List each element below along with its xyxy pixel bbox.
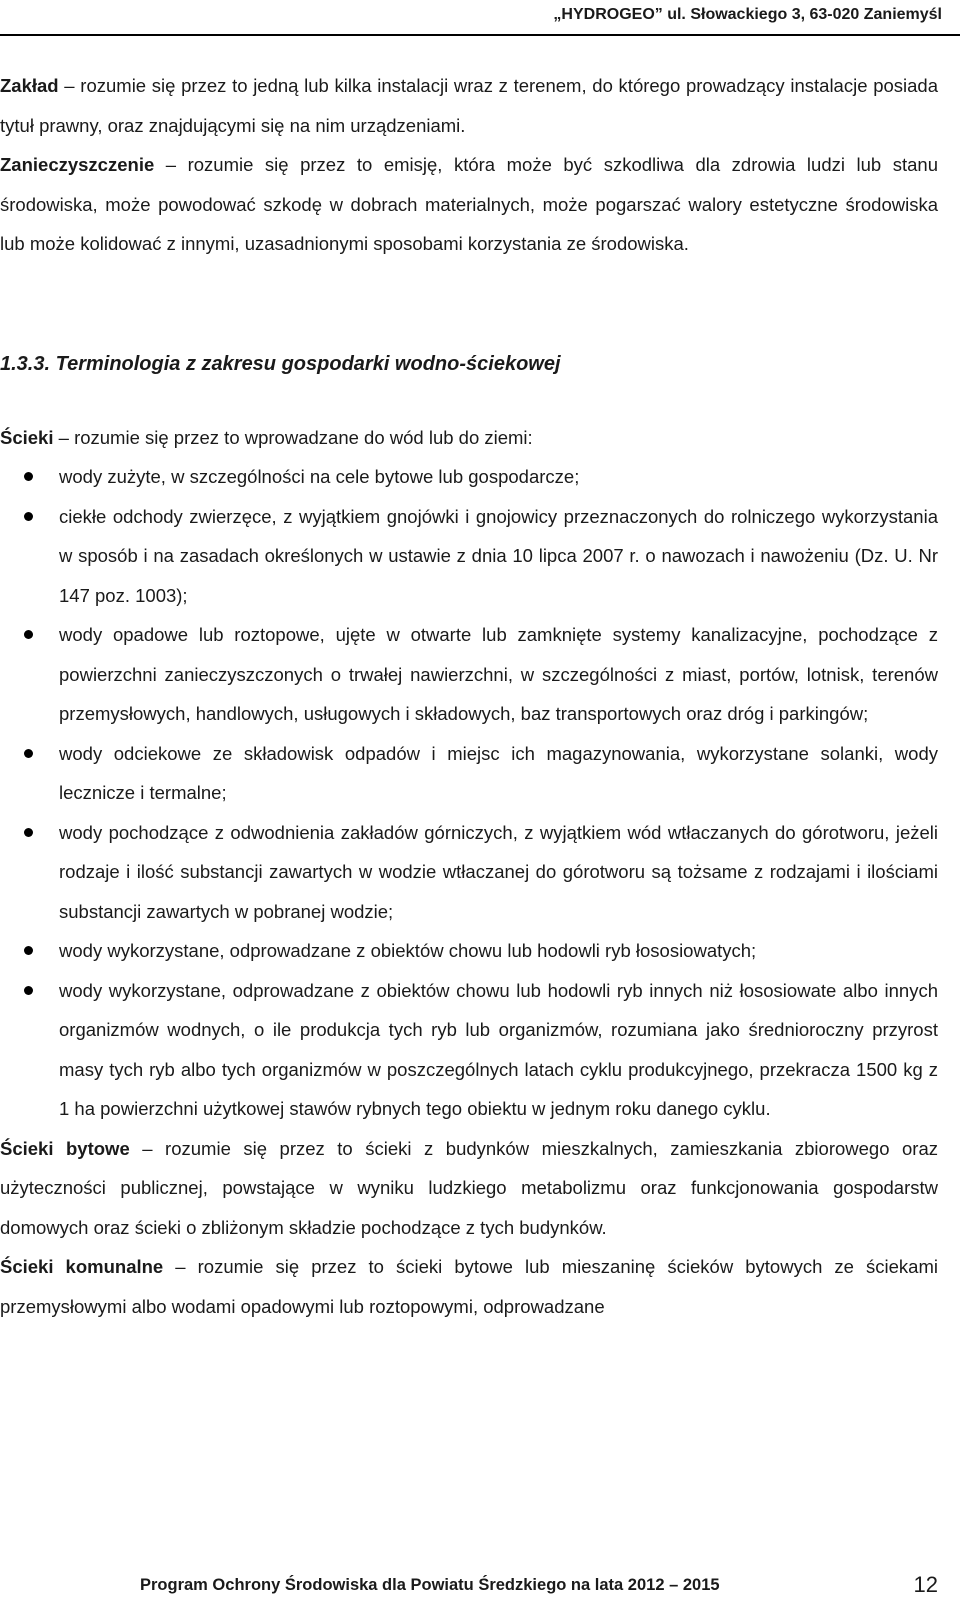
list-item: ciekłe odchody zwierzęce, z wyjątkiem gnojówki i gnojowicy przeznaczonych do rolniczego wykorzystania w sposób i na zasadach określonych w ustawie z dnia 10 lipca 2007 r. o nawozach i nawożeniu (Dz. U. Nr 147 poz. 1003); — [0, 497, 938, 616]
bullet-icon — [24, 630, 33, 639]
page-number: 12 — [913, 1572, 938, 1597]
scieki-list — [0, 457, 938, 1129]
list-item: wody zużyte, w szczególności na cele bytowe lub gospodarcze; — [0, 457, 938, 497]
definition-text: – rozumie się przez to ścieki z budynków mieszkalnych, zamieszkania zbiorowego oraz użyteczności publicznej, powstające w wyniku ludzkiego metabolizmu oraz funkcjonowania gospodarstw domowych oraz ścieki o zbliżonym składzie pochodzące z tych budynków. — [0, 1137, 938, 1238]
list-item: wody wykorzystane, odprowadzane z obiektów chowu lub hodowli ryb łososiowatych; — [0, 931, 938, 971]
definition-zaklad — [0, 66, 938, 145]
definition-term: Zanieczyszczenie — [0, 154, 155, 175]
definition-term: Ścieki — [0, 426, 54, 448]
definition-term: Ścieki komunalne — [0, 1256, 164, 1277]
bullet-icon — [24, 472, 33, 481]
definition-scieki-komunalne — [0, 1247, 938, 1326]
list-item: wody pochodzące z odwodnienia zakładów górniczych, z wyjątkiem wód wtłaczanych do górotworu, jeżeli rodzaje i ilość substancji zawartych w wodzie wtłaczanej do górotworu są tożsame z rodzajami i ilościami substancji zawartych w pobranej wodzie; — [0, 813, 938, 932]
definition-text: – rozumie się przez to jedną lub kilka instalacji wraz z terenem, do którego prowadzący instalacje posiada tytuł prawny, oraz znajdującymi się na nim urządzeniami. — [0, 75, 938, 136]
definition-zanieczyszczenie — [0, 145, 938, 264]
definition-term: Zakład — [0, 75, 59, 96]
document-body — [0, 66, 938, 1326]
section-heading: 1.3.3. Terminologia z zakresu gospodarki wodno-ściekowej — [0, 352, 561, 375]
list-item: wody odciekowe ze składowisk odpadów i miejsc ich magazynowania, wykorzystane solanki, wody lecznicze i termalne; — [0, 734, 938, 813]
list-item: wody opadowe lub roztopowe, ujęte w otwarte lub zamknięte systemy kanalizacyjne, pochodzące z powierzchni zanieczyszczonych o trwałej nawierzchni, w szczególności z miast, portów, lotnisk, terenów przemysłowych, handlowych, usługowych i składowych, baz transportowych oraz dróg i parkingów; — [0, 615, 938, 734]
header-divider — [0, 34, 960, 36]
bullet-icon — [24, 946, 33, 955]
definition-text: – rozumie się przez to wprowadzane do wód lub do ziemi: — [53, 426, 533, 448]
bullet-icon — [24, 828, 33, 837]
bullet-icon — [24, 749, 33, 758]
spacer — [0, 384, 938, 418]
spacer — [0, 264, 938, 344]
bullet-icon — [24, 512, 33, 521]
footer-title: Program Ochrony Środowiska dla Powiatu Średzkiego na lata 2012 – 2015 — [140, 1576, 720, 1594]
definition-text: – rozumie się przez to emisję, która może być szkodliwa dla zdrowia ludzi lub stanu środowiska, może powodować szkodę w dobrach materialnych, może pogarszać walory estetyczne środowiska lub może kolidować z innymi, uzasadnionymi sposobami korzystania ze środowiska. — [0, 154, 938, 254]
bullet-icon — [24, 986, 33, 995]
definition-scieki-bytowe — [0, 1129, 938, 1248]
page-header: „HYDROGEO” ul. Słowackiego 3, 63-020 Zaniemyśl — [553, 6, 942, 23]
page-footer — [0, 1570, 960, 1607]
definition-text: – rozumie się przez to ścieki bytowe lub mieszaninę ścieków bytowych ze ściekami przemysłowymi albo wodami opadowymi lub roztopowymi, odprowadzane — [0, 1256, 938, 1317]
definition-term: Ścieki bytowe — [0, 1137, 130, 1159]
list-item: wody wykorzystane, odprowadzane z obiektów chowu lub hodowli ryb innych niż łososiowate albo innych organizmów wodnych, o ile produkcja tych ryb lub organizmów, rozumiana jako średnioroczny przyrost masy tych ryb albo tych organizmów w poszczególnych latach cyklu produkcyjnego, przekracza 1500 kg z 1 ha powierzchni użytkowej stawów rybnych tego obiektu w jednym roku danego cyklu. — [0, 971, 938, 1129]
definition-scieki — [0, 418, 938, 458]
